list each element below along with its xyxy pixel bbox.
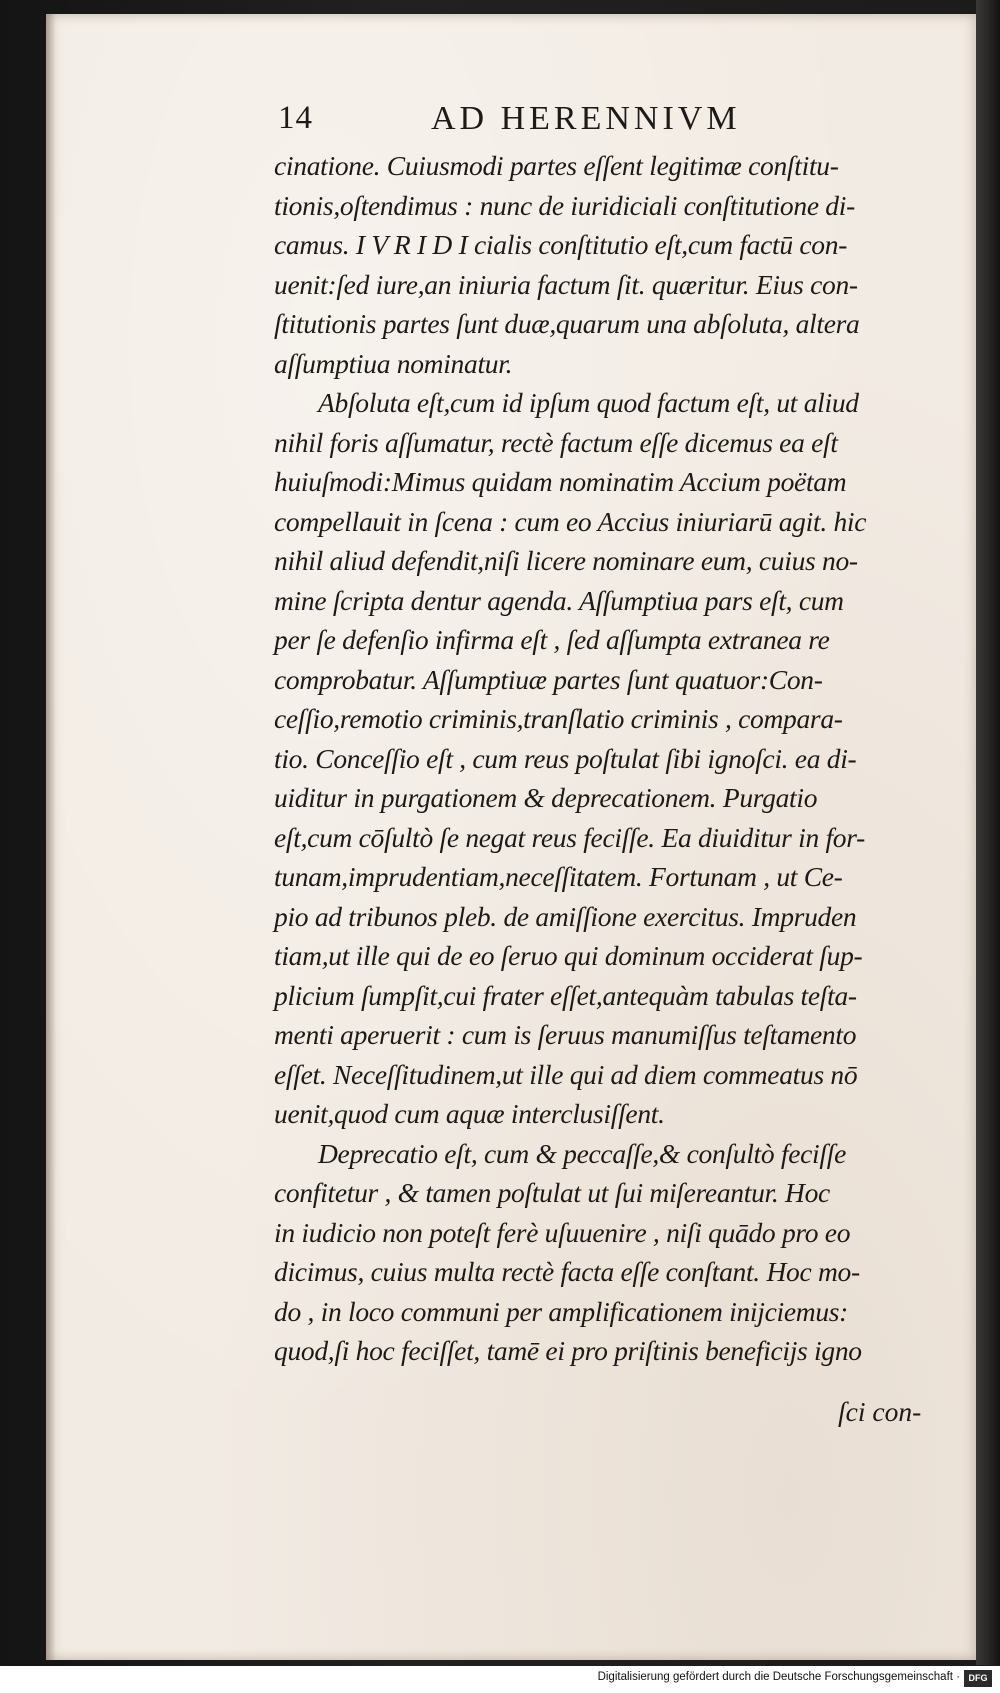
text-line: eſſet. Neceſſitudinem,ut ille qui ad diem commeatus nō xyxy=(274,1058,858,1090)
text-line: per ſe defenſio infirma eſt , ſed aſſumpta extranea re xyxy=(274,624,830,655)
running-head: AD HERENNIVM xyxy=(431,100,741,137)
text-line: compellauit in ſcena : cum eo Accius iniuriarū agit. hic xyxy=(274,505,867,537)
page-edge xyxy=(976,0,1000,1665)
text-line: plicium ſumpſit,cui frater eſſet,antequàm tabulas teſta- xyxy=(274,979,857,1011)
text-line: uiditur in purgationem & deprecationem. Purgatio xyxy=(274,782,818,813)
text-line: quod,ſi hoc feciſſet, tamē ei pro priſtinis beneficijs igno xyxy=(274,1335,862,1366)
dfg-logo: DFG xyxy=(964,1670,992,1687)
text-line: comprobatur. Aſſumptiuæ partes ſunt quatuor:Con- xyxy=(274,663,823,695)
digitization-footer xyxy=(0,1666,1000,1693)
text-line: uenit,quod cum aquæ interclusiſſent. xyxy=(274,1098,665,1129)
text-line: Deprecatio eſt, cum & peccaſſe,& conſultò feciſſe xyxy=(318,1137,846,1169)
text-line: do , in loco communi per amplificationem inijciemus: xyxy=(274,1295,849,1327)
text-line: uenit:ſed iure,an iniuria factum ſit. quæritur. Eius con- xyxy=(274,268,858,300)
text-line: camus. I V R I D I cialis conſtitutio eſt,cum factū con- xyxy=(274,229,848,260)
text-line: nihil aliud defendit,niſi licere nominare eum, cuius no- xyxy=(274,545,858,576)
body-text xyxy=(274,146,924,1371)
text-line: aſſumptiua nominatur. xyxy=(274,347,513,379)
page-header xyxy=(278,100,798,142)
text-line: confitetur , & tamen poſtulat ut ſui miſereantur. Hoc xyxy=(274,1177,830,1208)
text-line: huiuſmodi:Mimus quidam nominatim Accium poëtam xyxy=(274,466,847,497)
text-line: cinatione. Cuiusmodi partes eſſent legitimæ conſtitu- xyxy=(274,150,839,181)
text-line: menti aperuerit : cum is ſeruus manumiſſus teſtamento xyxy=(274,1019,857,1050)
text-line: eſt,cum cōſultò ſe negat reus feciſſe. Ea diuiditur in for- xyxy=(274,821,865,853)
text-line: in iudicio non poteſt ferè uſuuenire , niſi quādo pro eo xyxy=(274,1216,851,1248)
text-line: nihil foris aſſumatur, rectè factum eſſe dicemus ea eſt xyxy=(274,426,838,458)
funding-credit: Digitalisierung gefördert durch die Deutsche Forschungsgemeinschaft · xyxy=(597,1671,960,1683)
text-line: tiam,ut ille qui de eo ſeruo qui dominum occiderat ſup- xyxy=(274,940,863,971)
text-line: dicimus, cuius multa rectè facta eſſe conſtant. Hoc mo- xyxy=(274,1256,860,1287)
text-line: tionis,oſtendimus : nunc de iuridiciali conſtitutione di- xyxy=(274,189,855,221)
text-line: ſtitutionis partes ſunt duæ,quarum una abſoluta, altera xyxy=(274,308,860,339)
text-line: tunam,imprudentiam,neceſſitatem. Fortunam , ut Ce- xyxy=(274,861,843,892)
text-line: mine ſcripta dentur agenda. Aſſumptiua pars eſt, cum xyxy=(274,584,844,616)
page-number: 14 xyxy=(278,100,313,136)
text-line: tio. Conceſſio eſt , cum reus poſtulat ſibi ignoſci. ea di- xyxy=(274,742,857,774)
text-line: pio ad tribunos pleb. de amiſſione exercitus. Impruden xyxy=(274,900,857,932)
text-line: Abſoluta eſt,cum id ipſum quod factum eſt, ut aliud xyxy=(318,387,859,418)
catchword: ſci con- xyxy=(838,1396,922,1427)
text-line: ceſſio,remotio criminis,tranſlatio criminis , compara- xyxy=(274,703,843,734)
